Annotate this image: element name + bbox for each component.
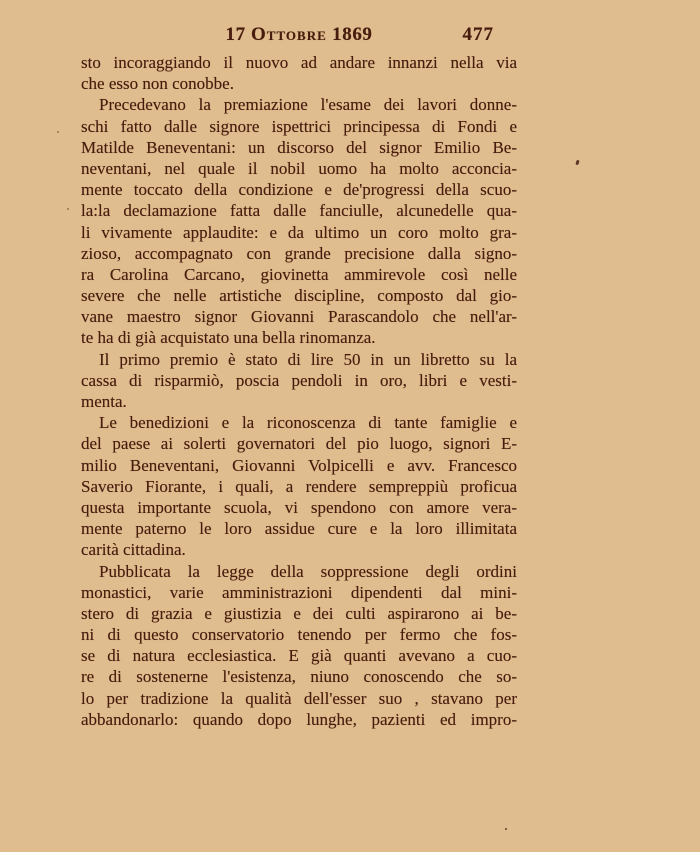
scan-speck — [67, 208, 69, 210]
text-line: ra Carolina Carcano, giovinetta ammirevole così nelle — [81, 264, 517, 284]
text-line: menta. — [81, 392, 127, 411]
body-text — [81, 52, 517, 730]
text-line: neventani, nel quale il nobil uomo ha molto acconcia- — [81, 158, 517, 178]
text-line: Matilde Beneventani: un discorso del signor Emilio Be- — [81, 137, 517, 157]
text-line: severe che nelle artistiche discipline, composto dal gio- — [81, 286, 517, 306]
text-line: sto incoraggiando il nuovo ad andare innanzi nella via — [81, 53, 517, 72]
text-line: se di natura ecclesiastica. E già quanti avevano a cuo- — [81, 646, 517, 666]
text-line: ni di questo conservatorio tenendo per fermo che fos- — [81, 625, 517, 645]
text-line: re di sostenerne l'esistenza, niuno conoscendo che so- — [81, 667, 517, 687]
scan-speck — [575, 160, 579, 166]
text-line: lo per tradizione la qualità dell'esser suo , stavano per — [81, 688, 517, 708]
header-date — [81, 24, 517, 46]
text-line: stero di grazia e giustizia e dei culti aspirarono ai be- — [81, 603, 517, 623]
text-line: monastici, varie amministrazioni dipendenti dal mini- — [81, 582, 517, 602]
text-line: Pubblicata la legge della soppressione degli ordini — [99, 561, 517, 581]
text-line: schi fatto dalle signore ispettrici principessa di Fondi e — [81, 116, 517, 136]
scan-speck — [505, 828, 507, 830]
page-header — [81, 24, 517, 48]
page-number: 477 — [462, 24, 494, 45]
text-line: che esso non conobbe. — [81, 74, 234, 94]
text-line: li vivamente applaudite: e da ultimo un coro molto gra- — [81, 222, 517, 242]
header-date-year: 1869 — [332, 24, 373, 45]
text-line: Precedevano la premiazione l'esame dei lavori donne- — [99, 95, 517, 115]
text-line: cassa di risparmiò, poscia pendoli in oro, libri e vesti- — [81, 370, 517, 390]
text-line: mente toccato della condizione e de'progressi della scuo- — [81, 180, 517, 200]
text-line: te ha di già acquistato una bella rinomanza. — [81, 328, 376, 348]
text-line: questa importante scuola, vi spendono con amore vera- — [81, 497, 517, 517]
text-line: Saverio Fiorante, i quali, a rendere sempreppiù proficua — [81, 476, 517, 496]
text-line: zioso, accompagnato con grande precisione dalla signo- — [81, 243, 517, 263]
header-date-day: 17 — [225, 24, 246, 45]
text-line: Il primo premio è stato di lire 50 in un libretto su la — [99, 349, 517, 369]
header-date-month: Ottobre — [251, 24, 327, 45]
text-line: del paese ai solerti governatori del pio luogo, signori E- — [81, 434, 517, 454]
text-line: mente paterno le loro assidue cure e la loro illimitata — [81, 519, 517, 539]
text-line: vane maestro signor Giovanni Parascandolo che nell'ar- — [81, 307, 517, 327]
text-line: carità cittadina. — [81, 540, 186, 560]
text-line: la:la declamazione fatta dalle fanciulle, alcunedelle qua- — [81, 201, 517, 221]
text-line: milio Beneventani, Giovanni Volpicelli e avv. Francesco — [81, 455, 517, 475]
text-line: Le benedizioni e la riconoscenza di tante famiglie e — [99, 413, 517, 433]
scan-speck — [57, 131, 59, 133]
text-line: abbandonarlo: quando dopo lunghe, pazienti ed impro- — [81, 709, 517, 729]
